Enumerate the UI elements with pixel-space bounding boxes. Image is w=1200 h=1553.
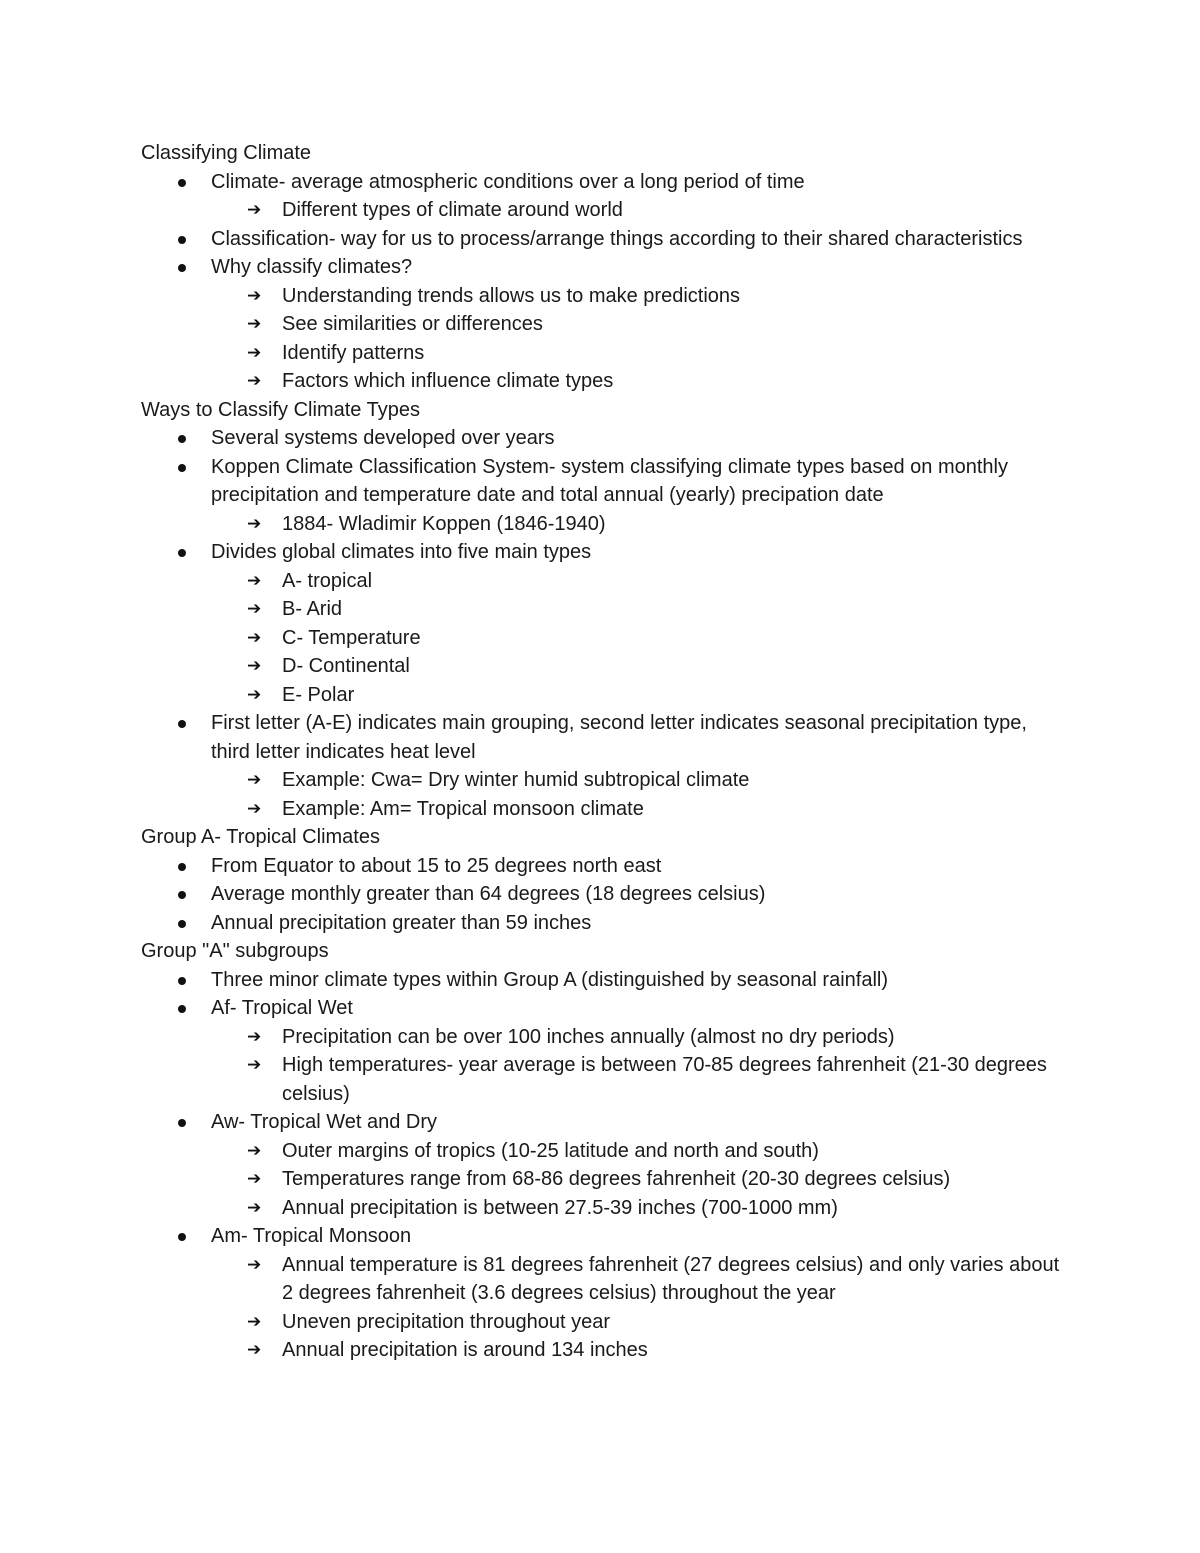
bullet-dot-icon	[178, 179, 186, 187]
bullet-text: Why classify climates?	[211, 256, 413, 278]
sub-bullet-item	[141, 282, 1061, 311]
sub-bullet-item	[141, 624, 1061, 653]
sub-bullet-item	[141, 652, 1061, 681]
sub-bullet-text: Factors which influence climate types	[282, 370, 614, 392]
sub-bullet-item	[141, 1137, 1061, 1166]
sub-bullet-item	[141, 510, 1061, 539]
arrow-icon: ➔	[247, 1197, 262, 1218]
bullet-item	[141, 424, 1061, 453]
bullet-list	[141, 168, 1061, 396]
arrow-icon: ➔	[247, 314, 262, 334]
arrow-icon: ➔	[247, 1026, 262, 1047]
sub-bullet-item	[141, 339, 1061, 368]
arrow-icon: ➔	[247, 1340, 262, 1360]
bullet-dot-icon	[178, 891, 186, 899]
bullet-item	[141, 709, 1061, 766]
bullet-item	[141, 168, 1061, 197]
sub-bullet-text: E- Polar	[282, 683, 355, 706]
bullet-item	[141, 880, 1061, 909]
arrow-icon: ➔	[247, 1311, 262, 1332]
sub-bullet-item	[141, 1194, 1061, 1223]
sub-bullet-text: Identify patterns	[282, 341, 425, 364]
sub-bullet-text: C- Temperature	[282, 626, 421, 649]
sub-bullet-item	[141, 367, 1061, 396]
sub-bullet-text: Precipitation can be over 100 inches annually (almost no dry periods)	[282, 1025, 895, 1048]
sub-bullet-text: D- Continental	[282, 655, 410, 677]
bullet-dot-icon	[178, 435, 186, 443]
sub-bullet-text: Annual precipitation is between 27.5-39 inches (700-1000 mm)	[282, 1196, 838, 1219]
sub-bullet-item	[141, 595, 1061, 624]
bullet-item	[141, 253, 1061, 282]
sub-bullet-item	[141, 795, 1061, 824]
bullet-dot-icon	[178, 977, 186, 985]
arrow-icon: ➔	[247, 342, 262, 363]
bullet-item	[141, 1222, 1061, 1251]
bullet-dot-icon	[178, 863, 186, 871]
bullet-item	[141, 909, 1061, 938]
bullet-dot-icon	[178, 549, 186, 557]
sub-bullet-text: Example: Am= Tropical monsoon climate	[282, 797, 644, 820]
sub-bullet-item	[141, 766, 1061, 795]
section-heading: Group A- Tropical Climates	[141, 826, 380, 848]
bullet-text: Am- Tropical Monsoon	[211, 1225, 412, 1247]
bullet-list	[141, 424, 1061, 823]
bullet-text: Aw- Tropical Wet and Dry	[211, 1111, 438, 1133]
bullet-text: Three minor climate types within Group A (distinguished by seasonal rainfall)	[211, 968, 888, 991]
sub-bullet-text: 1884- Wladimir Koppen (1846-1940)	[282, 512, 606, 535]
sub-bullet-text: Temperatures range from 68-86 degrees fahrenheit (20-30 degrees celsius)	[282, 1168, 951, 1190]
sub-bullet-text: Different types of climate around world	[282, 199, 623, 221]
bullet-text: Classification- way for us to process/arrange things according to their shared characteristics	[211, 227, 1023, 250]
bullet-dot-icon	[178, 236, 186, 244]
bullet-item	[141, 1108, 1061, 1137]
bullet-list	[141, 852, 1061, 938]
sub-bullet-item	[141, 681, 1061, 710]
arrow-icon: ➔	[247, 798, 262, 819]
sub-bullet-item	[141, 1308, 1061, 1337]
arrow-icon: ➔	[247, 1169, 262, 1189]
bullet-item	[141, 225, 1061, 254]
section-heading: Ways to Classify Climate Types	[141, 398, 420, 421]
sub-bullet-item	[141, 196, 1061, 225]
arrow-icon: ➔	[247, 1140, 262, 1161]
bullet-text: Average monthly greater than 64 degrees (18 degrees celsius)	[211, 883, 766, 905]
sub-bullet-item	[141, 1051, 1061, 1108]
sub-bullet-text: Outer margins of tropics (10-25 latitude and north and south)	[282, 1139, 819, 1162]
sub-bullet-text: Uneven precipitation throughout year	[282, 1310, 610, 1333]
sub-bullet-text: Annual temperature is 81 degrees fahrenheit (27 degrees celsius) and only varies about 2 degrees fahrenheit (3.6 degrees celsius) throughout the year	[282, 1253, 1060, 1304]
arrow-icon: ➔	[247, 627, 262, 648]
arrow-icon: ➔	[247, 570, 262, 591]
bullet-text: From Equator to about 15 to 25 degrees north east	[211, 854, 662, 877]
sub-bullet-text: Example: Cwa= Dry winter humid subtropical climate	[282, 769, 750, 791]
bullet-item	[141, 966, 1061, 995]
arrow-icon: ➔	[247, 1254, 262, 1275]
bullet-dot-icon	[178, 1119, 186, 1127]
bullet-text: Climate- average atmospheric conditions over a long period of time	[211, 170, 805, 193]
bullet-dot-icon	[178, 720, 186, 728]
sub-bullet-text: A- tropical	[282, 569, 373, 592]
sub-bullet-text: See similarities or differences	[282, 313, 543, 335]
arrow-icon: ➔	[247, 599, 262, 619]
arrow-icon: ➔	[247, 684, 262, 705]
arrow-icon: ➔	[247, 770, 262, 790]
arrow-icon: ➔	[247, 1055, 262, 1075]
arrow-icon: ➔	[247, 656, 262, 676]
bullet-item	[141, 453, 1061, 510]
bullet-dot-icon	[178, 920, 186, 928]
bullet-text: Several systems developed over years	[211, 427, 555, 449]
bullet-text: Annual precipitation greater than 59 inches	[211, 911, 592, 934]
document-body	[141, 139, 1061, 1365]
sub-bullet-text: Understanding trends allows us to make predictions	[282, 284, 741, 307]
sub-bullet-item	[141, 310, 1061, 339]
sub-bullet-text: High temperatures- year average is between 70-85 degrees fahrenheit (21-30 degrees celsius)	[282, 1054, 1047, 1105]
bullet-dot-icon	[178, 464, 186, 472]
section-heading: Classifying Climate	[141, 142, 312, 164]
sub-bullet-item	[141, 1251, 1061, 1308]
bullet-item	[141, 538, 1061, 567]
sub-bullet-item	[141, 1165, 1061, 1194]
bullet-item	[141, 852, 1061, 881]
bullet-dot-icon	[178, 1005, 186, 1013]
bullet-text: Divides global climates into five main types	[211, 541, 592, 563]
sub-bullet-text: Annual precipitation is around 134 inches	[282, 1339, 648, 1361]
arrow-icon: ➔	[247, 371, 262, 391]
bullet-dot-icon	[178, 264, 186, 272]
section-heading: Group "A" subgroups	[141, 940, 329, 962]
sub-bullet-item	[141, 1336, 1061, 1365]
sub-bullet-item	[141, 567, 1061, 596]
arrow-icon: ➔	[247, 285, 262, 306]
arrow-icon: ➔	[247, 513, 262, 534]
bullet-text: First letter (A-E) indicates main grouping, second letter indicates seasonal precipitation type, third letter indicates heat level	[211, 712, 1027, 763]
bullet-text: Koppen Climate Classification System- system classifying climate types based on monthly precipitation and temperature date and total annual (yearly) precipation date	[211, 455, 1008, 506]
sub-bullet-text: B- Arid	[282, 598, 343, 620]
sub-bullet-item	[141, 1023, 1061, 1052]
bullet-item	[141, 994, 1061, 1023]
arrow-icon: ➔	[247, 200, 262, 220]
bullet-dot-icon	[178, 1233, 186, 1241]
bullet-list	[141, 966, 1061, 1365]
bullet-text: Af- Tropical Wet	[211, 997, 353, 1019]
